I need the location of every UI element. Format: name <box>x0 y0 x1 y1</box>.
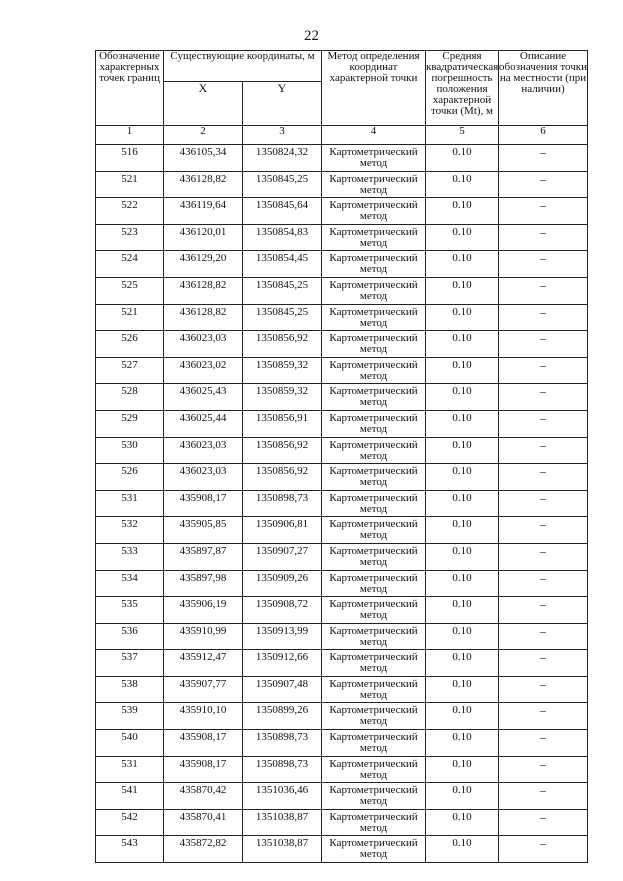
x-cell: 435907,77 <box>164 676 243 703</box>
table-row <box>96 676 588 703</box>
description-cell: – <box>499 703 588 730</box>
description-cell: – <box>499 783 588 810</box>
y-cell: 1350854,45 <box>243 251 322 278</box>
description-cell: – <box>499 357 588 384</box>
error-cell: 0.10 <box>426 171 499 198</box>
header-row <box>96 51 588 82</box>
table-row <box>96 597 588 624</box>
method-cell: Картометрический метод <box>322 809 426 836</box>
table-row <box>96 145 588 172</box>
method-cell: Картометрический метод <box>322 650 426 677</box>
method-cell: Картометрический метод <box>322 384 426 411</box>
table-row <box>96 836 588 863</box>
method-cell: Картометрический метод <box>322 517 426 544</box>
description-cell: – <box>499 145 588 172</box>
method-cell: Картометрический метод <box>322 357 426 384</box>
x-cell: 435905,85 <box>164 517 243 544</box>
x-cell: 436025,44 <box>164 410 243 437</box>
header-y: Y <box>243 82 322 126</box>
table-row <box>96 198 588 225</box>
error-cell: 0.10 <box>426 703 499 730</box>
header-method: Метод определения координат характерной точки <box>322 51 426 126</box>
column-number: 2 <box>164 126 243 145</box>
point-cell: 526 <box>96 331 164 358</box>
error-cell: 0.10 <box>426 357 499 384</box>
y-cell: 1350845,25 <box>243 277 322 304</box>
method-cell: Картометрический метод <box>322 597 426 624</box>
y-cell: 1350898,73 <box>243 490 322 517</box>
y-cell: 1350856,92 <box>243 464 322 491</box>
point-cell: 525 <box>96 277 164 304</box>
point-cell: 521 <box>96 171 164 198</box>
description-cell: – <box>499 331 588 358</box>
method-cell: Картометрический метод <box>322 304 426 331</box>
point-cell: 537 <box>96 650 164 677</box>
header-x: X <box>164 82 243 126</box>
table-row <box>96 277 588 304</box>
point-cell: 542 <box>96 809 164 836</box>
x-cell: 435908,17 <box>164 730 243 757</box>
error-cell: 0.10 <box>426 676 499 703</box>
x-cell: 436105,34 <box>164 145 243 172</box>
x-cell: 436120,01 <box>164 224 243 251</box>
description-cell: – <box>499 437 588 464</box>
header-description: Описание обозначения точки на местности (при наличии) <box>499 51 588 126</box>
point-cell: 521 <box>96 304 164 331</box>
column-number: 1 <box>96 126 164 145</box>
method-cell: Картометрический метод <box>322 490 426 517</box>
x-cell: 436025,43 <box>164 384 243 411</box>
method-cell: Картометрический метод <box>322 277 426 304</box>
x-cell: 435910,10 <box>164 703 243 730</box>
method-cell: Картометрический метод <box>322 410 426 437</box>
table-row <box>96 730 588 757</box>
point-cell: 523 <box>96 224 164 251</box>
error-cell: 0.10 <box>426 277 499 304</box>
error-cell: 0.10 <box>426 783 499 810</box>
point-cell: 533 <box>96 543 164 570</box>
error-cell: 0.10 <box>426 570 499 597</box>
y-cell: 1350907,48 <box>243 676 322 703</box>
method-cell: Картометрический метод <box>322 730 426 757</box>
point-cell: 532 <box>96 517 164 544</box>
x-cell: 435897,98 <box>164 570 243 597</box>
method-cell: Картометрический метод <box>322 570 426 597</box>
y-cell: 1350906,81 <box>243 517 322 544</box>
y-cell: 1350907,27 <box>243 543 322 570</box>
error-cell: 0.10 <box>426 730 499 757</box>
x-cell: 435897,87 <box>164 543 243 570</box>
y-cell: 1350845,25 <box>243 171 322 198</box>
error-cell: 0.10 <box>426 809 499 836</box>
point-cell: 538 <box>96 676 164 703</box>
y-cell: 1350824,32 <box>243 145 322 172</box>
description-cell: – <box>499 304 588 331</box>
description-cell: – <box>499 650 588 677</box>
column-number: 6 <box>499 126 588 145</box>
x-cell: 436128,82 <box>164 277 243 304</box>
table-row <box>96 517 588 544</box>
table-row <box>96 384 588 411</box>
y-cell: 1350899,26 <box>243 703 322 730</box>
page-number: 22 <box>304 28 319 44</box>
method-cell: Картометрический метод <box>322 331 426 358</box>
table-row <box>96 650 588 677</box>
description-cell: – <box>499 676 588 703</box>
description-cell: – <box>499 570 588 597</box>
x-cell: 435908,17 <box>164 756 243 783</box>
point-cell: 535 <box>96 597 164 624</box>
point-cell: 522 <box>96 198 164 225</box>
table-row <box>96 490 588 517</box>
error-cell: 0.10 <box>426 304 499 331</box>
point-cell: 527 <box>96 357 164 384</box>
table-row <box>96 331 588 358</box>
table-row <box>96 357 588 384</box>
description-cell: – <box>499 224 588 251</box>
method-cell: Картометрический метод <box>322 783 426 810</box>
description-cell: – <box>499 597 588 624</box>
error-cell: 0.10 <box>426 251 499 278</box>
error-cell: 0.10 <box>426 650 499 677</box>
point-cell: 531 <box>96 490 164 517</box>
table-row <box>96 623 588 650</box>
method-cell: Картометрический метод <box>322 437 426 464</box>
table-row <box>96 570 588 597</box>
error-cell: 0.10 <box>426 543 499 570</box>
point-cell: 529 <box>96 410 164 437</box>
error-cell: 0.10 <box>426 597 499 624</box>
y-cell: 1350856,91 <box>243 410 322 437</box>
description-cell: – <box>499 277 588 304</box>
x-cell: 435908,17 <box>164 490 243 517</box>
x-cell: 436128,82 <box>164 304 243 331</box>
x-cell: 436023,03 <box>164 331 243 358</box>
method-cell: Картометрический метод <box>322 171 426 198</box>
table-row <box>96 437 588 464</box>
y-cell: 1350913,99 <box>243 623 322 650</box>
error-cell: 0.10 <box>426 198 499 225</box>
point-cell: 516 <box>96 145 164 172</box>
y-cell: 1350845,64 <box>243 198 322 225</box>
table-row <box>96 464 588 491</box>
error-cell: 0.10 <box>426 623 499 650</box>
table-row <box>96 224 588 251</box>
point-cell: 541 <box>96 783 164 810</box>
table-row <box>96 171 588 198</box>
table-body <box>96 145 588 863</box>
description-cell: – <box>499 756 588 783</box>
table-row <box>96 251 588 278</box>
table-row <box>96 410 588 437</box>
description-cell: – <box>499 623 588 650</box>
point-cell: 540 <box>96 730 164 757</box>
y-cell: 1351038,87 <box>243 836 322 863</box>
description-cell: – <box>499 198 588 225</box>
table-row <box>96 756 588 783</box>
x-cell: 435910,99 <box>164 623 243 650</box>
error-cell: 0.10 <box>426 756 499 783</box>
x-cell: 436023,03 <box>164 437 243 464</box>
method-cell: Картометрический метод <box>322 224 426 251</box>
x-cell: 436129,20 <box>164 251 243 278</box>
description-cell: – <box>499 171 588 198</box>
x-cell: 436023,02 <box>164 357 243 384</box>
y-cell: 1350859,32 <box>243 384 322 411</box>
x-cell: 435906,19 <box>164 597 243 624</box>
description-cell: – <box>499 543 588 570</box>
y-cell: 1350856,92 <box>243 437 322 464</box>
description-cell: – <box>499 490 588 517</box>
error-cell: 0.10 <box>426 517 499 544</box>
table-row <box>96 809 588 836</box>
description-cell: – <box>499 464 588 491</box>
error-cell: 0.10 <box>426 145 499 172</box>
y-cell: 1351038,87 <box>243 809 322 836</box>
description-cell: – <box>499 809 588 836</box>
x-cell: 435872,82 <box>164 836 243 863</box>
x-cell: 435870,42 <box>164 783 243 810</box>
y-cell: 1350859,32 <box>243 357 322 384</box>
method-cell: Картометрический метод <box>322 623 426 650</box>
point-cell: 524 <box>96 251 164 278</box>
method-cell: Картометрический метод <box>322 145 426 172</box>
description-cell: – <box>499 836 588 863</box>
point-cell: 526 <box>96 464 164 491</box>
x-cell: 436023,03 <box>164 464 243 491</box>
error-cell: 0.10 <box>426 464 499 491</box>
method-cell: Картометрический метод <box>322 251 426 278</box>
error-cell: 0.10 <box>426 384 499 411</box>
y-cell: 1350898,73 <box>243 730 322 757</box>
error-cell: 0.10 <box>426 437 499 464</box>
table-row <box>96 304 588 331</box>
method-cell: Картометрический метод <box>322 836 426 863</box>
point-cell: 531 <box>96 756 164 783</box>
error-cell: 0.10 <box>426 410 499 437</box>
y-cell: 1350845,25 <box>243 304 322 331</box>
method-cell: Картометрический метод <box>322 543 426 570</box>
method-cell: Картометрический метод <box>322 198 426 225</box>
table-row <box>96 783 588 810</box>
error-cell: 0.10 <box>426 224 499 251</box>
error-cell: 0.10 <box>426 490 499 517</box>
y-cell: 1350908,72 <box>243 597 322 624</box>
method-cell: Картометрический метод <box>322 703 426 730</box>
column-number-row <box>96 126 588 145</box>
point-cell: 539 <box>96 703 164 730</box>
column-number: 3 <box>243 126 322 145</box>
coordinates-table <box>95 50 588 863</box>
point-cell: 528 <box>96 384 164 411</box>
error-cell: 0.10 <box>426 331 499 358</box>
error-cell: 0.10 <box>426 836 499 863</box>
header-point: Обозначение характерных точек границ <box>96 51 164 126</box>
y-cell: 1351036,46 <box>243 783 322 810</box>
y-cell: 1350854,83 <box>243 224 322 251</box>
x-cell: 436128,82 <box>164 171 243 198</box>
x-cell: 435912,47 <box>164 650 243 677</box>
point-cell: 543 <box>96 836 164 863</box>
y-cell: 1350909,26 <box>243 570 322 597</box>
point-cell: 536 <box>96 623 164 650</box>
point-cell: 530 <box>96 437 164 464</box>
table-row <box>96 703 588 730</box>
column-number: 4 <box>322 126 426 145</box>
header-coordinates: Существующие координаты, м <box>164 51 322 82</box>
description-cell: – <box>499 384 588 411</box>
y-cell: 1350898,73 <box>243 756 322 783</box>
table-row <box>96 543 588 570</box>
x-cell: 435870,41 <box>164 809 243 836</box>
y-cell: 1350912,66 <box>243 650 322 677</box>
method-cell: Картометрический метод <box>322 676 426 703</box>
description-cell: – <box>499 410 588 437</box>
point-cell: 534 <box>96 570 164 597</box>
column-number: 5 <box>426 126 499 145</box>
description-cell: – <box>499 730 588 757</box>
description-cell: – <box>499 517 588 544</box>
header-error: Средняя квадратическая погрешность положения характерной точки (Mt), м <box>426 51 499 126</box>
method-cell: Картометрический метод <box>322 756 426 783</box>
method-cell: Картометрический метод <box>322 464 426 491</box>
y-cell: 1350856,92 <box>243 331 322 358</box>
description-cell: – <box>499 251 588 278</box>
x-cell: 436119,64 <box>164 198 243 225</box>
